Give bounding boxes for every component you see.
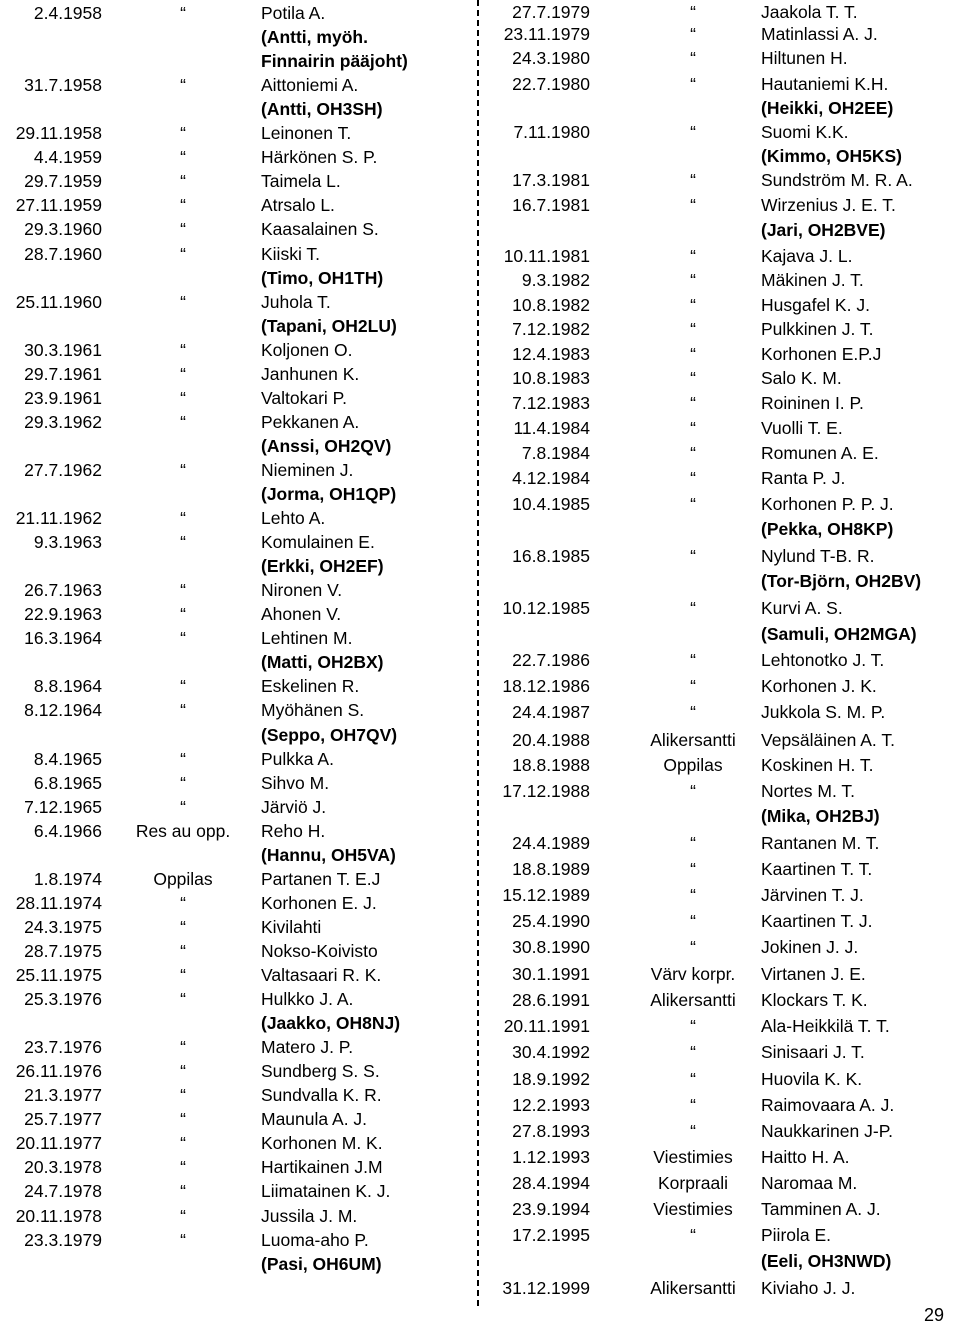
entry-date: 29.7.1961 (24, 364, 102, 384)
entry-rank: “ (690, 833, 696, 853)
entry-date: 17.2.1995 (512, 1225, 590, 1245)
entry-date: 25.3.1976 (24, 989, 102, 1009)
entry-rank: “ (690, 295, 696, 315)
entry-rank: “ (690, 2, 696, 22)
entry-name: Kivilahti (261, 917, 322, 937)
entry-date: 20.11.1978 (15, 1206, 102, 1226)
entry-rank: “ (180, 388, 186, 408)
entry-date: 30.4.1992 (512, 1042, 590, 1062)
entry-rank: “ (180, 1157, 186, 1177)
entry-rank: “ (180, 628, 186, 648)
entry-date: 21.11.1962 (15, 508, 102, 528)
entry-name: (Antti, OH3SH) (261, 99, 383, 119)
entry-rank: “ (180, 1206, 186, 1226)
entry-name: Kaartinen T. T. (761, 859, 873, 879)
entry-rank: “ (690, 702, 696, 722)
entry-date: 6.4.1966 (33, 821, 102, 841)
entry-date: 20.4.1988 (512, 730, 590, 750)
entry-rank: “ (690, 676, 696, 696)
entry-rank: “ (180, 75, 186, 95)
entry-rank: “ (180, 532, 186, 552)
entry-rank: “ (180, 219, 186, 239)
entry-name: (Hannu, OH5VA) (261, 845, 396, 865)
entry-date: 11.4.1984 (513, 418, 590, 438)
entry-date: 24.7.1978 (24, 1181, 102, 1201)
entry-date: 24.4.1989 (512, 833, 590, 853)
entry-name: Aittoniemi A. (261, 75, 359, 95)
entry-date: 10.12.1985 (502, 598, 590, 618)
entry-name: Lehto A. (261, 508, 326, 528)
entry-rank: “ (180, 364, 186, 384)
entry-date: 10.8.1982 (512, 295, 590, 315)
entry-rank: “ (690, 368, 696, 388)
entry-name: (Antti, myöh. (261, 27, 368, 47)
entry-name: Sinisaari J. T. (761, 1042, 865, 1062)
entry-date: 16.7.1981 (512, 195, 590, 215)
entry-rank: “ (690, 393, 696, 413)
entry-date: 8.8.1964 (33, 676, 102, 696)
entry-rank: Oppilas (663, 755, 723, 775)
entry-date: 29.7.1959 (24, 171, 102, 191)
entry-date: 24.3.1980 (512, 48, 590, 68)
entry-name: Korhonen E. J. (261, 893, 377, 913)
entry-name: Ahonen V. (261, 604, 342, 624)
entry-rank: “ (690, 781, 696, 801)
entry-date: 18.12.1986 (502, 676, 590, 696)
entry-date: 15.12.1989 (502, 885, 590, 905)
entry-name: Hartikainen J.M (261, 1157, 383, 1177)
entry-name: Jukkola S. M. P. (761, 702, 886, 722)
entry-name: (Seppo, OH7QV) (261, 725, 398, 745)
entry-rank: “ (690, 24, 696, 44)
entry-name: Korhonen E.P.J (761, 344, 882, 364)
entry-date: 7.12.1965 (24, 797, 102, 817)
entry-name: Koljonen O. (261, 340, 353, 360)
entry-rank: “ (690, 650, 696, 670)
entry-date: 20.3.1978 (24, 1157, 102, 1177)
entry-name: Myöhänen S. (261, 700, 365, 720)
entry-name: Maunula A. J. (261, 1109, 368, 1129)
entry-name: (Timo, OH1TH) (261, 268, 384, 288)
entry-rank: “ (690, 418, 696, 438)
entry-date: 9.3.1963 (33, 532, 102, 552)
entry-name: Kurvi A. S. (761, 598, 843, 618)
entry-date: 30.1.1991 (512, 964, 590, 984)
entry-name: Naromaa M. (761, 1173, 858, 1193)
entry-name: Wirzenius J. E. T. (761, 195, 896, 215)
entry-name: Romunen A. E. (761, 443, 879, 463)
entry-date: 10.4.1985 (512, 494, 590, 514)
entry-name: Potila A. (261, 3, 326, 23)
entry-date: 26.11.1976 (15, 1061, 102, 1081)
entry-name: Leinonen T. (261, 123, 352, 143)
entry-date: 4.4.1959 (33, 147, 102, 167)
entry-date: 31.7.1958 (24, 75, 102, 95)
entry-rank: “ (180, 244, 186, 264)
entry-name: Reho H. (261, 821, 326, 841)
entry-date: 27.11.1959 (15, 195, 102, 215)
entry-rank: Alikersantti (650, 1278, 736, 1298)
entry-name: (Jari, OH2BVE) (761, 220, 886, 240)
entry-date: 7.12.1983 (512, 393, 590, 413)
entry-name: (Heikki, OH2EE) (761, 98, 894, 118)
entry-name: Lehtonotko J. T. (761, 650, 885, 670)
entry-rank: “ (690, 468, 696, 488)
entry-date: 28.7.1960 (24, 244, 102, 264)
entry-rank: “ (180, 1037, 186, 1057)
entry-name: Nokso-Koivisto (261, 941, 378, 961)
entry-rank: “ (180, 3, 186, 23)
entry-name: Roininen I. P. (761, 393, 864, 413)
entry-date: 28.7.1975 (24, 941, 102, 961)
entry-date: 26.7.1963 (24, 580, 102, 600)
entry-rank: Viestimies (653, 1199, 733, 1219)
entry-rank: Oppilas (153, 869, 213, 889)
entry-name: (Samuli, OH2MGA) (761, 624, 917, 644)
entry-name: Juhola T. (261, 292, 331, 312)
entry-name: (Eeli, OH3NWD) (761, 1251, 892, 1271)
entry-rank: “ (180, 195, 186, 215)
entry-name: (Erkki, OH2EF) (261, 556, 384, 576)
entry-date: 8.12.1964 (24, 700, 102, 720)
entry-name: Komulainen E. (261, 532, 375, 552)
entry-rank: “ (690, 270, 696, 290)
entry-name: Vepsäläinen A. T. (761, 730, 895, 750)
entry-rank: “ (180, 292, 186, 312)
entry-rank: “ (180, 893, 186, 913)
entry-rank: “ (690, 246, 696, 266)
entry-date: 23.11.1979 (503, 24, 590, 44)
entry-rank: “ (180, 147, 186, 167)
entry-rank: “ (690, 911, 696, 931)
entry-date: 1.8.1974 (33, 869, 102, 889)
entry-rank: “ (690, 598, 696, 618)
entry-date: 6.8.1965 (33, 773, 102, 793)
entry-rank: “ (690, 1095, 696, 1115)
entry-name: Sundberg S. S. (261, 1061, 380, 1081)
entry-rank: “ (690, 195, 696, 215)
entry-name: Korhonen J. K. (761, 676, 877, 696)
entry-name: (Tor-Björn, OH2BV) (761, 571, 922, 591)
entry-name: Lehtinen M. (261, 628, 353, 648)
entry-name: Rantanen M. T. (761, 833, 880, 853)
entry-date: 21.3.1977 (24, 1085, 102, 1105)
entry-date: 28.11.1974 (15, 893, 102, 913)
entry-date: 31.12.1999 (502, 1278, 590, 1298)
entry-name: (Anssi, OH2QV) (261, 436, 392, 456)
entry-rank: “ (690, 885, 696, 905)
entry-rank: “ (180, 1085, 186, 1105)
entry-rank: “ (690, 443, 696, 463)
entry-name: (Pekka, OH8KP) (761, 519, 894, 539)
entry-rank: “ (690, 344, 696, 364)
entry-date: 23.7.1976 (24, 1037, 102, 1057)
entry-name: Matinlassi A. J. (761, 24, 878, 44)
entry-name: Hautaniemi K.H. (761, 74, 889, 94)
entry-date: 27.7.1979 (512, 2, 590, 22)
entry-rank: Res au opp. (135, 821, 231, 841)
entry-date: 27.8.1993 (512, 1121, 590, 1141)
entry-name: Eskelinen R. (261, 676, 360, 696)
entry-name: Kiviaho J. J. (761, 1278, 856, 1298)
entry-date: 8.4.1965 (33, 749, 102, 769)
entry-date: 23.3.1979 (24, 1230, 102, 1250)
entry-date: 22.7.1986 (512, 650, 590, 670)
entry-rank: “ (180, 123, 186, 143)
entry-rank: “ (690, 859, 696, 879)
entry-date: 12.4.1983 (512, 344, 590, 364)
entry-date: 30.8.1990 (512, 937, 590, 957)
entry-rank: Alikersantti (650, 990, 736, 1010)
entry-name: Hulkko J. A. (261, 989, 354, 1009)
entry-date: 10.11.1981 (503, 246, 590, 266)
entry-name: Pekkanen A. (261, 412, 360, 432)
entry-name: Liimatainen K. J. (261, 1181, 391, 1201)
entry-date: 12.2.1993 (512, 1095, 590, 1115)
entry-name: Haitto H. A. (761, 1147, 850, 1167)
entry-name: (Mika, OH2BJ) (761, 806, 880, 826)
entry-date: 1.12.1993 (512, 1147, 590, 1167)
entry-name: Korhonen M. K. (261, 1133, 383, 1153)
entry-rank: “ (690, 937, 696, 957)
entry-date: 30.3.1961 (24, 340, 102, 360)
entry-name: (Matti, OH2BX) (261, 652, 384, 672)
page-number: 29 (923, 1305, 944, 1325)
entry-rank: Viestimies (653, 1147, 733, 1167)
entry-rank: “ (180, 1061, 186, 1081)
entry-date: 4.12.1984 (512, 468, 590, 488)
entry-rank: “ (180, 412, 186, 432)
entry-rank: “ (180, 1181, 186, 1201)
entry-name: Sundström M. R. A. (761, 170, 913, 190)
entry-date: 22.7.1980 (512, 74, 590, 94)
entry-date: 24.4.1987 (512, 702, 590, 722)
entry-date: 10.8.1983 (512, 368, 590, 388)
entry-name: Jokinen J. J. (761, 937, 859, 957)
entry-date: 17.3.1981 (512, 170, 590, 190)
entry-rank: “ (690, 1069, 696, 1089)
entry-date: 18.8.1988 (512, 755, 590, 775)
entry-rank: “ (690, 48, 696, 68)
entry-rank: “ (180, 676, 186, 696)
entry-date: 25.7.1977 (24, 1109, 102, 1129)
entry-date: 17.12.1988 (502, 781, 590, 801)
entry-name: Kaartinen T. J. (761, 911, 873, 931)
entry-name: (Jorma, OH1QP) (261, 484, 397, 504)
entry-name: Ala-Heikkilä T. T. (761, 1016, 890, 1036)
entry-name: (Jaakko, OH8NJ) (261, 1013, 401, 1033)
entry-rank: Värv korpr. (650, 964, 736, 984)
entry-rank: “ (180, 171, 186, 191)
entry-name: Pulkkinen J. T. (761, 319, 874, 339)
entry-date: 18.8.1989 (512, 859, 590, 879)
entry-name: Virtanen J. E. (761, 964, 866, 984)
entry-name: Piirola E. (761, 1225, 832, 1245)
entry-name: Sundvalla K. R. (261, 1085, 382, 1105)
entry-rank: “ (180, 700, 186, 720)
entry-name: (Tapani, OH2LU) (261, 316, 397, 336)
entry-rank: “ (180, 580, 186, 600)
entry-rank: “ (180, 604, 186, 624)
entry-name: Huovila K. K. (761, 1069, 863, 1089)
entry-date: 23.9.1961 (24, 388, 102, 408)
entry-name: Vuolli T. E. (761, 418, 843, 438)
entry-name: Luoma-aho P. (261, 1230, 369, 1250)
entry-date: 7.11.1980 (513, 122, 590, 142)
entry-rank: “ (180, 965, 186, 985)
entry-date: 23.9.1994 (512, 1199, 590, 1219)
entry-rank: “ (180, 1133, 186, 1153)
entry-date: 25.11.1975 (15, 965, 102, 985)
entry-name: Mäkinen J. T. (761, 270, 864, 290)
entry-name: Hiltunen H. (761, 48, 848, 68)
entry-name: Ranta P. J. (761, 468, 846, 488)
entry-name: Kajava J. L. (761, 246, 853, 266)
entry-name: Korhonen P. P. J. (761, 494, 894, 514)
entry-rank: “ (690, 494, 696, 514)
entry-name: Klockars T. K. (761, 990, 868, 1010)
entry-name: Härkönen S. P. (261, 147, 378, 167)
entry-name: Atrsalo L. (261, 195, 335, 215)
entry-rank: “ (180, 941, 186, 961)
entry-rank: “ (690, 1016, 696, 1036)
entry-name: Järviö J. (261, 797, 327, 817)
entry-name: Suomi K.K. (761, 122, 849, 142)
entry-date: 28.4.1994 (512, 1173, 590, 1193)
entry-date: 29.3.1962 (24, 412, 102, 432)
entry-rank: “ (690, 319, 696, 339)
entry-date: 22.9.1963 (24, 604, 102, 624)
entry-name: Jaakola T. T. (761, 2, 858, 22)
entry-name: Matero J. P. (261, 1037, 354, 1057)
entry-date: 28.6.1991 (512, 990, 590, 1010)
entry-date: 7.8.1984 (521, 443, 590, 463)
entry-date: 16.8.1985 (512, 546, 590, 566)
entry-name: Husgafel K. J. (761, 295, 870, 315)
entry-rank: Korpraali (657, 1173, 729, 1193)
entry-name: Naukkarinen J-P. (761, 1121, 893, 1141)
entry-rank: “ (180, 340, 186, 360)
entry-name: Tamminen A. J. (761, 1199, 881, 1219)
entry-rank: “ (180, 508, 186, 528)
entry-name: Salo K. M. (761, 368, 842, 388)
entry-name: Pulkka A. (261, 749, 334, 769)
entry-rank: “ (180, 989, 186, 1009)
entry-date: 7.12.1982 (512, 319, 590, 339)
entry-date: 18.9.1992 (512, 1069, 590, 1089)
entry-rank: “ (180, 460, 186, 480)
entry-rank: “ (690, 1225, 696, 1245)
entry-date: 29.3.1960 (24, 219, 102, 239)
entry-rank: Alikersantti (650, 730, 736, 750)
entry-name: Valtokari P. (261, 388, 347, 408)
entry-name: Nieminen J. (261, 460, 354, 480)
entry-rank: “ (180, 797, 186, 817)
entry-name: Jussila J. M. (261, 1206, 358, 1226)
entry-date: 9.3.1982 (521, 270, 590, 290)
entry-date: 25.4.1990 (512, 911, 590, 931)
entry-date: 20.11.1977 (15, 1133, 102, 1153)
entry-rank: “ (180, 773, 186, 793)
entry-name: Valtasaari R. K. (261, 965, 382, 985)
entry-date: 2.4.1958 (33, 3, 102, 23)
entry-date: 16.3.1964 (24, 628, 102, 648)
entry-rank: “ (690, 1121, 696, 1141)
entry-name: Koskinen H. T. (761, 755, 874, 775)
entry-name: Partanen T. E.J (261, 869, 381, 889)
entry-name: Janhunen K. (261, 364, 360, 384)
entry-rank: “ (690, 546, 696, 566)
entry-name: Taimela L. (261, 171, 341, 191)
entry-date: 20.11.1991 (503, 1016, 590, 1036)
entry-rank: “ (180, 917, 186, 937)
entry-rank: “ (180, 749, 186, 769)
entry-name: Järvinen T. J. (761, 885, 864, 905)
entry-rank: “ (180, 1109, 186, 1129)
entry-rank: “ (690, 1042, 696, 1062)
entry-name: Kiiski T. (261, 244, 320, 264)
entry-date: 29.11.1958 (15, 123, 102, 143)
entry-date: 24.3.1975 (24, 917, 102, 937)
entry-rank: “ (690, 170, 696, 190)
entry-name: Kaasalainen S. (261, 219, 379, 239)
entry-name: (Kimmo, OH5KS) (761, 146, 902, 166)
entry-name: Nylund T-B. R. (761, 546, 875, 566)
entry-name: Nironen V. (261, 580, 343, 600)
entry-name: Finnairin pääjoht) (261, 51, 408, 71)
entry-rank: “ (690, 122, 696, 142)
entry-name: Sihvo M. (261, 773, 330, 793)
entry-name: Nortes M. T. (761, 781, 856, 801)
entry-date: 27.7.1962 (24, 460, 102, 480)
entry-name: Raimovaara A. J. (761, 1095, 895, 1115)
entry-rank: “ (690, 74, 696, 94)
entry-rank: “ (180, 1230, 186, 1250)
entry-date: 25.11.1960 (15, 292, 102, 312)
column-divider (477, 0, 479, 1306)
entry-name: (Pasi, OH6UM) (261, 1254, 382, 1274)
